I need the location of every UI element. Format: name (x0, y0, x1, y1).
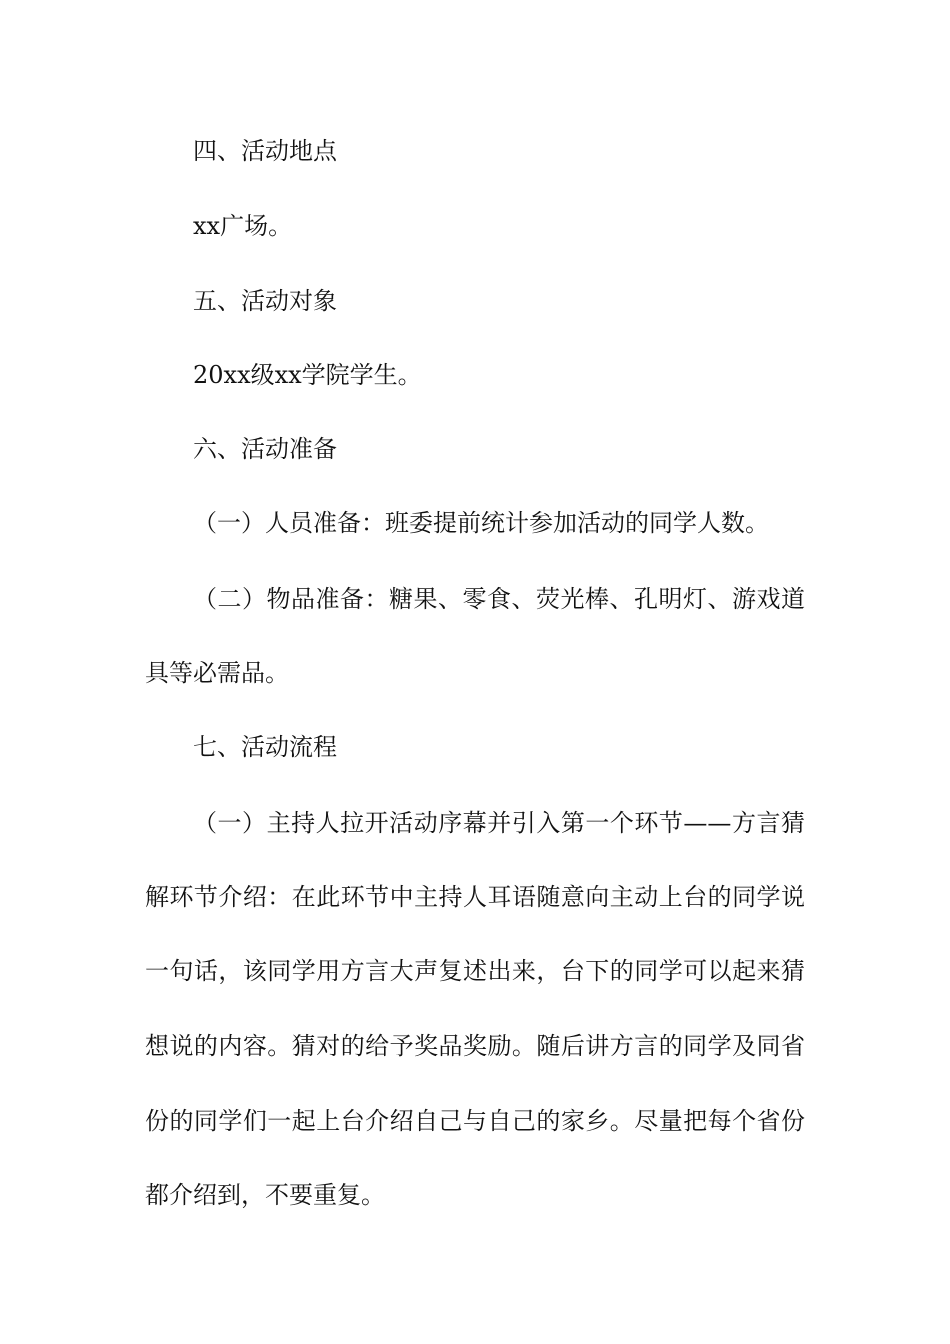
process-paragraph-line1: （一）主持人拉开活动序幕并引入第一个环节——方言猜 (193, 809, 805, 837)
process-paragraph-line2: 解环节介绍：在此环节中主持人耳语随意向主动上台的同学说 (145, 883, 805, 911)
section-heading-preparation: 六、活动准备 (193, 435, 337, 463)
process-paragraph-line5: 份的同学们一起上台介绍自己与自己的家乡。尽量把每个省份 (145, 1107, 805, 1135)
section-heading-process: 七、活动流程 (193, 733, 337, 761)
section-heading-location: 四、活动地点 (193, 137, 337, 165)
preparation-item-personnel: （一）人员准备：班委提前统计参加活动的同学人数。 (193, 509, 769, 537)
process-paragraph-line3: 一句话，该同学用方言大声复述出来，台下的同学可以起来猜 (145, 957, 805, 985)
preparation-item-supplies-line1: （二）物品准备：糖果、零食、荧光棒、孔明灯、游戏道 (193, 585, 805, 613)
section-heading-audience: 五、活动对象 (193, 287, 337, 315)
preparation-item-supplies-line2: 具等必需品。 (145, 659, 289, 687)
location-text: xx广场。 (193, 212, 293, 240)
process-paragraph-line4: 想说的内容。猜对的给予奖品奖励。随后讲方言的同学及同省 (145, 1032, 805, 1060)
process-paragraph-line6: 都介绍到，不要重复。 (145, 1181, 385, 1209)
audience-text: 20xx级xx学院学生。 (193, 361, 422, 389)
